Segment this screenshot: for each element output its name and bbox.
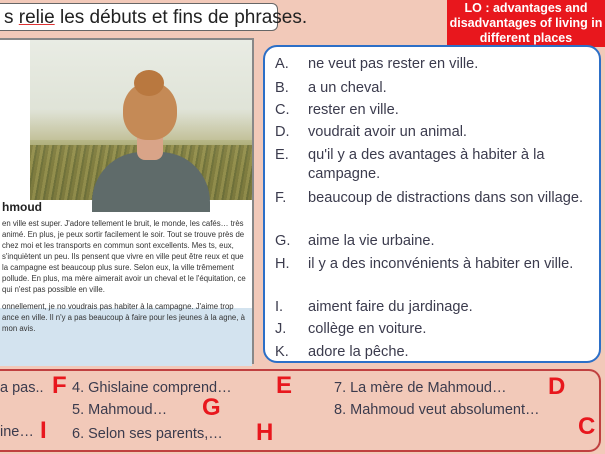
question-2-answer: I xyxy=(40,417,47,444)
instruction-text-end: les débuts et fins de phrases. xyxy=(54,7,308,28)
article-body xyxy=(2,218,248,340)
option-letter: B. xyxy=(275,80,289,96)
instruction-text-underlined: relie xyxy=(18,7,55,28)
option-text: ne veut pas rester en ville. xyxy=(308,56,479,72)
article-photo xyxy=(30,40,252,200)
option-letter: I. xyxy=(275,299,284,315)
article-paragraph: en ville est super. J'adore tellement le bruit, le monde, les cafés… très animé. En plus, je peux sortir facilement le soir. Tout se trouve près de chez moi et les transports en commun sont excellents. Mes ts, eux, s'inquiètent un peu. Ils pensent que vivre en ville peut être reux et que la campagne est beaucoup plus sure. Selon eux, la ville trêmement pollude. En plus, ma mère aimerait avoir un cheval et le l'équitation, ce qui n'est pas possible en ville. xyxy=(2,219,246,294)
question-4-text: 4. Ghislaine comprend… xyxy=(72,380,232,396)
question-5-text: 5. Mahmoud… xyxy=(72,402,168,418)
instruction-text-start: s xyxy=(4,7,19,28)
question-5-answer: G xyxy=(202,394,221,421)
question-3-answer: F xyxy=(52,372,67,399)
option-text: voudrait avoir un animal. xyxy=(308,124,467,140)
answer-options-box xyxy=(263,45,601,363)
option-letter: K. xyxy=(275,344,289,360)
article-paragraph: onnellement, je no voudrais pas habiter à la campagne. J'aime trop ance en ville. Il n'y a pas beaucoup à faire pour les jeunes à la agne, à mon avis. xyxy=(2,302,245,333)
question-3-text: a pas.. xyxy=(0,380,44,396)
option-text: aiment faire du jardinage. xyxy=(308,299,473,315)
option-letter: C. xyxy=(275,102,290,118)
article-title: hmoud xyxy=(2,200,42,214)
questions-box xyxy=(0,369,601,452)
option-text: collège en voiture. xyxy=(308,321,427,337)
question-8-answer: C xyxy=(578,413,596,440)
question-8-text: 8. Mahmoud veut absolument… xyxy=(334,402,540,418)
option-letter: H. xyxy=(275,256,290,272)
option-text: a un cheval. xyxy=(308,80,387,96)
lo-badge: LO : advantages and disadvantages of living in different places xyxy=(447,0,605,47)
question-7-text: 7. La mère de Mahmoud… xyxy=(334,380,507,396)
option-text: beaucoup de distractions dans son village. xyxy=(308,190,584,206)
option-letter: E. xyxy=(275,147,289,163)
question-4-answer: E xyxy=(276,372,293,399)
option-text: il y a des inconvénients à habiter en ville. xyxy=(308,256,574,272)
option-text: rester en ville. xyxy=(308,102,399,118)
option-letter: A. xyxy=(275,56,289,72)
option-letter: G. xyxy=(275,233,291,249)
option-letter: D. xyxy=(275,124,290,140)
instruction-box xyxy=(0,3,308,31)
article-card xyxy=(0,38,254,364)
option-text: adore la pêche. xyxy=(308,344,409,360)
option-text: aime la vie urbaine. xyxy=(308,233,435,249)
option-text: qu'il y a des avantages à habiter à la campagne. xyxy=(308,147,545,182)
question-6-text: 6. Selon ses parents,… xyxy=(72,426,223,442)
option-letter: F. xyxy=(275,190,287,206)
question-6-answer: H xyxy=(256,419,274,446)
question-7-answer: D xyxy=(548,373,566,400)
question-2-text: ine… xyxy=(0,424,34,440)
option-letter: J. xyxy=(275,321,287,337)
